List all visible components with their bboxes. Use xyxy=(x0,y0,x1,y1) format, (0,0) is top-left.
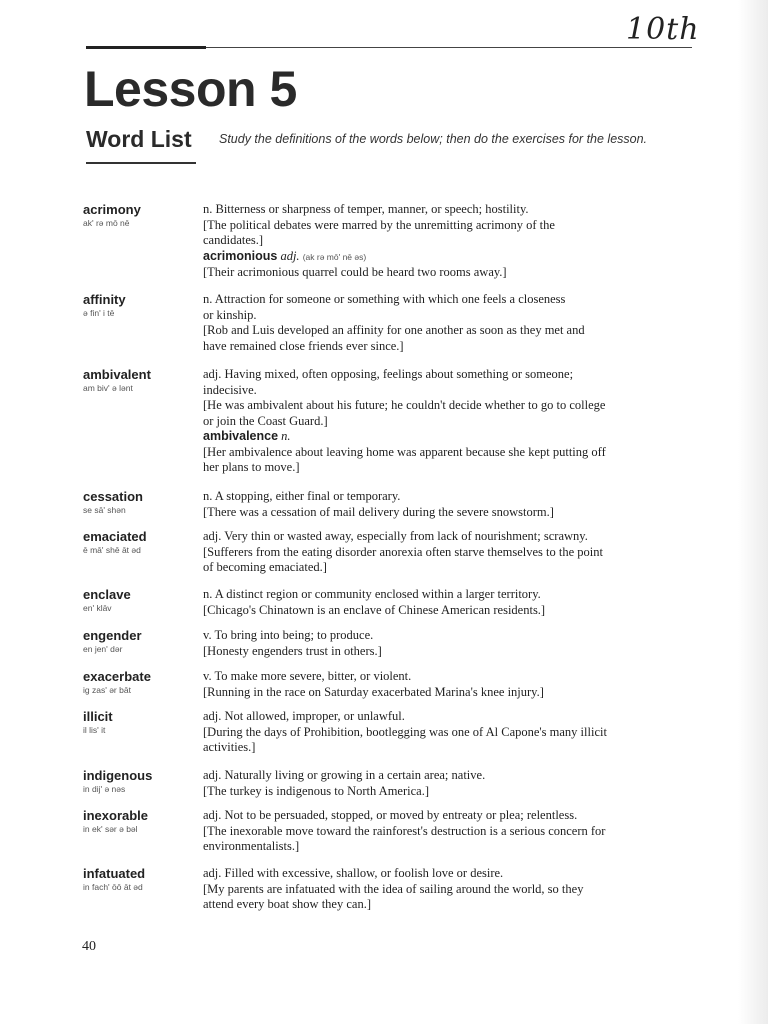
page-number: 40 xyxy=(82,939,96,954)
definition-line: [Chicago's Chinatown is an enclave of Chinese American residents.] xyxy=(203,602,546,617)
definition-line: adj. Not allowed, improper, or unlawful. xyxy=(203,709,405,723)
definition-line: indecisive. xyxy=(203,382,257,397)
headword: ambivalent xyxy=(83,367,151,382)
definition-line: adj. Very thin or wasted away, especially from lack of nourishment; scrawny. xyxy=(203,529,588,543)
definition xyxy=(203,367,691,476)
definition-line: [The turkey is indigenous to North America.] xyxy=(203,783,429,798)
definition-line: of becoming emaciated.] xyxy=(203,560,327,574)
derived-word: acrimonious xyxy=(203,248,278,263)
definition-line: activities.] xyxy=(203,740,256,754)
headword: emaciated xyxy=(83,529,147,544)
derived-form xyxy=(203,429,691,445)
pronunciation: ig zas' ər bāt xyxy=(83,685,131,695)
definition-line: adj. Filled with excessive, shallow, or foolish love or desire. xyxy=(203,866,504,880)
definition xyxy=(203,292,691,354)
pronunciation: ē mā' shē āt əd xyxy=(83,545,141,555)
pronunciation: en jen' dər xyxy=(83,644,123,654)
derived-pos: n. xyxy=(281,429,291,443)
definition-line: [He was ambivalent about his future; he couldn't decide whether to go to college xyxy=(203,398,606,412)
definition xyxy=(203,587,691,618)
definition-line: [There was a cessation of mail delivery during the severe snowstorm.] xyxy=(203,504,554,519)
definition xyxy=(203,628,691,659)
definition-line: [Rob and Luis developed an affinity for one another as soon as they met and xyxy=(203,323,585,337)
definition xyxy=(203,808,691,855)
definition-line: n. Bitterness or sharpness of temper, manner, or speech; hostility. xyxy=(203,202,529,216)
definition-line: v. To make more severe, bitter, or violent. xyxy=(203,669,412,683)
pronunciation: ak' rə mō nē xyxy=(83,218,130,228)
derived-pos: adj. xyxy=(280,248,300,263)
lesson-title: Lesson 5 xyxy=(84,61,297,117)
definition xyxy=(203,529,691,576)
instructions: Study the definitions of the words below; then do the exercises for the lesson. xyxy=(219,132,648,146)
definition-line: have remained close friends ever since.] xyxy=(203,338,404,353)
definition xyxy=(203,768,691,799)
headword: illicit xyxy=(83,709,113,724)
definition-line: candidates.] xyxy=(203,233,264,247)
headword: enclave xyxy=(83,587,131,602)
definition-line: n. A stopping, either final or temporary. xyxy=(203,489,401,503)
derived-form xyxy=(203,249,691,266)
definition-line: [Honesty engenders trust in others.] xyxy=(203,643,382,658)
headword: infatuated xyxy=(83,866,146,881)
pronunciation: en' klāv xyxy=(83,603,112,613)
headword: engender xyxy=(83,628,142,643)
definition-line: adj. Not to be persuaded, stopped, or moved by entreaty or plea; relentless. xyxy=(203,808,578,822)
definition-line: [The political debates were marred by the unremitting acrimony of the xyxy=(203,217,555,232)
handwritten-note: 10th xyxy=(626,12,700,47)
definition-line: adj. Naturally living or growing in a certain area; native. xyxy=(203,768,486,782)
definition xyxy=(203,709,691,756)
headword: inexorable xyxy=(83,808,149,823)
pronunciation: am biv' ə lənt xyxy=(83,383,133,393)
headword: cessation xyxy=(83,489,143,504)
definition-line: adj. Having mixed, often opposing, feelings about something or someone; xyxy=(203,367,574,381)
page-edge-shadow xyxy=(738,0,768,1024)
definition-line: or kinship. xyxy=(203,307,257,322)
definition-line: n. A distinct region or community enclosed within a larger territory. xyxy=(203,587,541,601)
pronunciation: se sā' shən xyxy=(83,505,126,515)
headword: exacerbate xyxy=(83,669,151,684)
definition-line: v. To bring into being; to produce. xyxy=(203,628,374,642)
definition-line: [The inexorable move toward the rainforest's destruction is a serious concern for xyxy=(203,823,606,838)
definition-line: [Running in the race on Saturday exacerbated Marina's knee injury.] xyxy=(203,684,544,699)
definition-line: attend every boat show they can.] xyxy=(203,897,371,911)
definition-line: [Sufferers from the eating disorder anorexia often starve themselves to the point xyxy=(203,544,603,559)
definition xyxy=(203,866,691,913)
pronunciation: in ek' sər ə bəl xyxy=(83,824,138,834)
word-list-heading: Word List xyxy=(86,126,192,152)
definition-line: [Her ambivalence about leaving home was apparent because she kept putting off xyxy=(203,444,606,459)
pronunciation: in dij' ə nəs xyxy=(83,784,126,794)
definition-line: [During the days of Prohibition, bootlegging was one of Al Capone's many illicit xyxy=(203,724,607,739)
headword: indigenous xyxy=(83,768,153,783)
headword: affinity xyxy=(83,292,126,307)
definition-line: her plans to move.] xyxy=(203,460,300,474)
pronunciation: in fach' ōō āt əd xyxy=(83,882,143,892)
pronunciation: ə fin' i tē xyxy=(83,308,115,318)
definition xyxy=(203,669,691,700)
derived-pronunciation: (ak rə mō' nē əs) xyxy=(302,251,367,262)
definition-line: environmentalists.] xyxy=(203,839,300,853)
definition-line: n. Attraction for someone or something with which one feels a closeness xyxy=(203,292,566,306)
definition-line: [Their acrimonious quarrel could be heard two rooms away.] xyxy=(203,265,507,279)
definition xyxy=(203,489,691,520)
definition-line: [My parents are infatuated with the idea of sailing around the world, so they xyxy=(203,881,584,896)
derived-word: ambivalence xyxy=(203,429,279,443)
definition xyxy=(203,202,691,281)
definition-line: or join the Coast Guard.] xyxy=(203,413,328,428)
headword: acrimony xyxy=(83,202,141,217)
pronunciation: il lis' it xyxy=(83,725,106,735)
